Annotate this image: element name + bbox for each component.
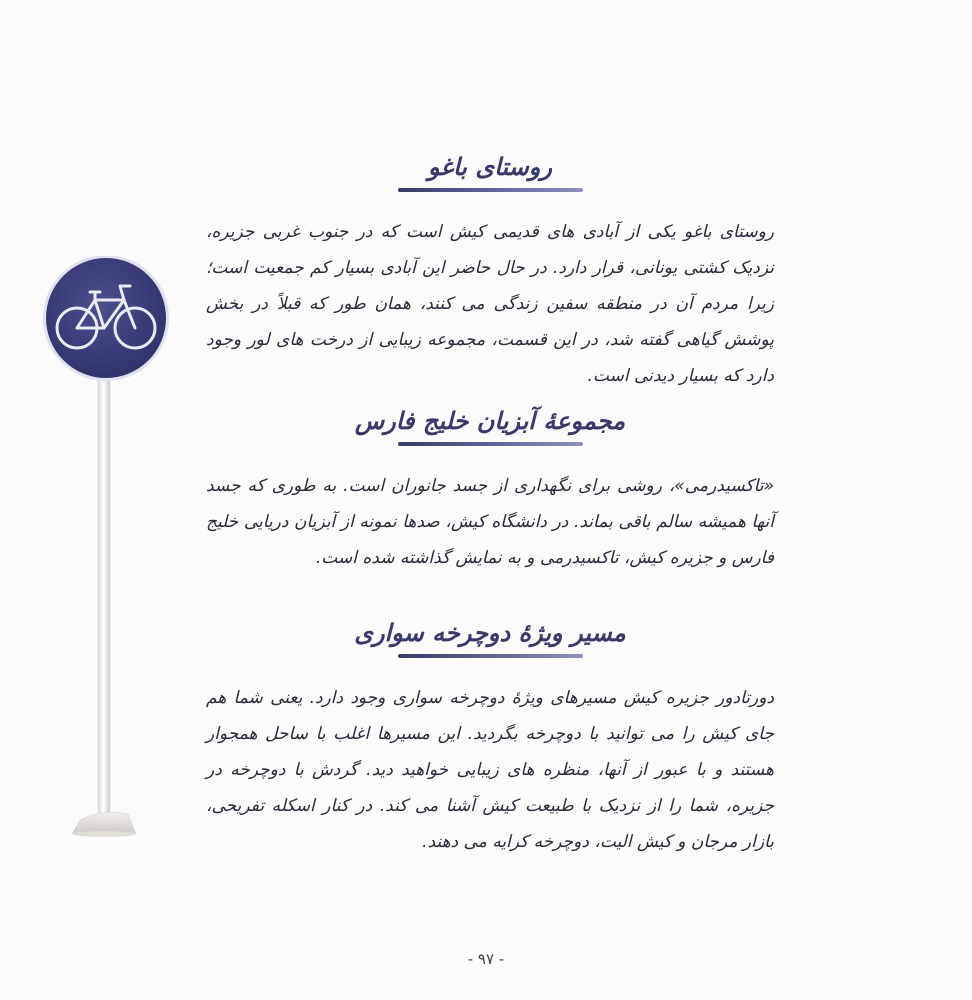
page-number: - ۹۷ - [467,950,505,968]
bicycle-sign-illustration [40,256,180,846]
title-underline [398,188,583,192]
section-persian-gulf-aquatics [200,404,780,576]
section-title: مجموعهٔ آبزیان خلیج فارس [354,407,626,435]
section-title: روستای باغو [428,153,552,181]
title-underline [398,442,583,446]
section-body: روستای باغو یکی از آبادی های قدیمی کیش است که در جنوب غربی جزیره، نزدیک کشتی یونانی، قرار دارد. در حال حاضر این آبادی بسیار کم جمعیت است؛ زیرا مردم آن در منطقه سفین زندگی می کنند، همان طور که قبلاً در بخش پوشش گیاهی گفته شد، در این قسمت، مجموعه زیبایی از درخت های لور وجود دارد که بسیار دیدنی است. [206,222,774,386]
section-baghu-village [200,150,780,394]
title-underline [398,654,583,658]
section-bicycle-route [200,616,780,860]
section-title: مسیر ویژهٔ دوچرخه سواری [354,619,626,647]
section-body: «تاکسیدرمی»، روشی برای نگهداری از جسد جانوران است. به طوری که جسد آنها همیشه سالم باقی بماند. در دانشگاه کیش، صدها نمونه از آبزیان دریایی خلیج فارس و جزیره کیش، تاکسیدرمی و به نمایش گذاشته شده است. [206,476,774,568]
section-body: دورتادور جزیره کیش مسیرهای ویژهٔ دوچرخه سواری وجود دارد. یعنی شما هم جای کیش را می توانید با دوچرخه بگردید. این مسیرها اغلب با ساحل همجوار هستند و با عبور از آنها، منظره های زیبایی خواهید دید. گردش با دوچرخه در جزیره، شما را از نزدیک با طبیعت کیش آشنا می کند. در کنار اسکله تفریحی، بازار مرجان و کیش الیت، دوچرخه کرایه می دهند. [206,688,774,852]
bicycle-sign-icon [40,256,180,846]
